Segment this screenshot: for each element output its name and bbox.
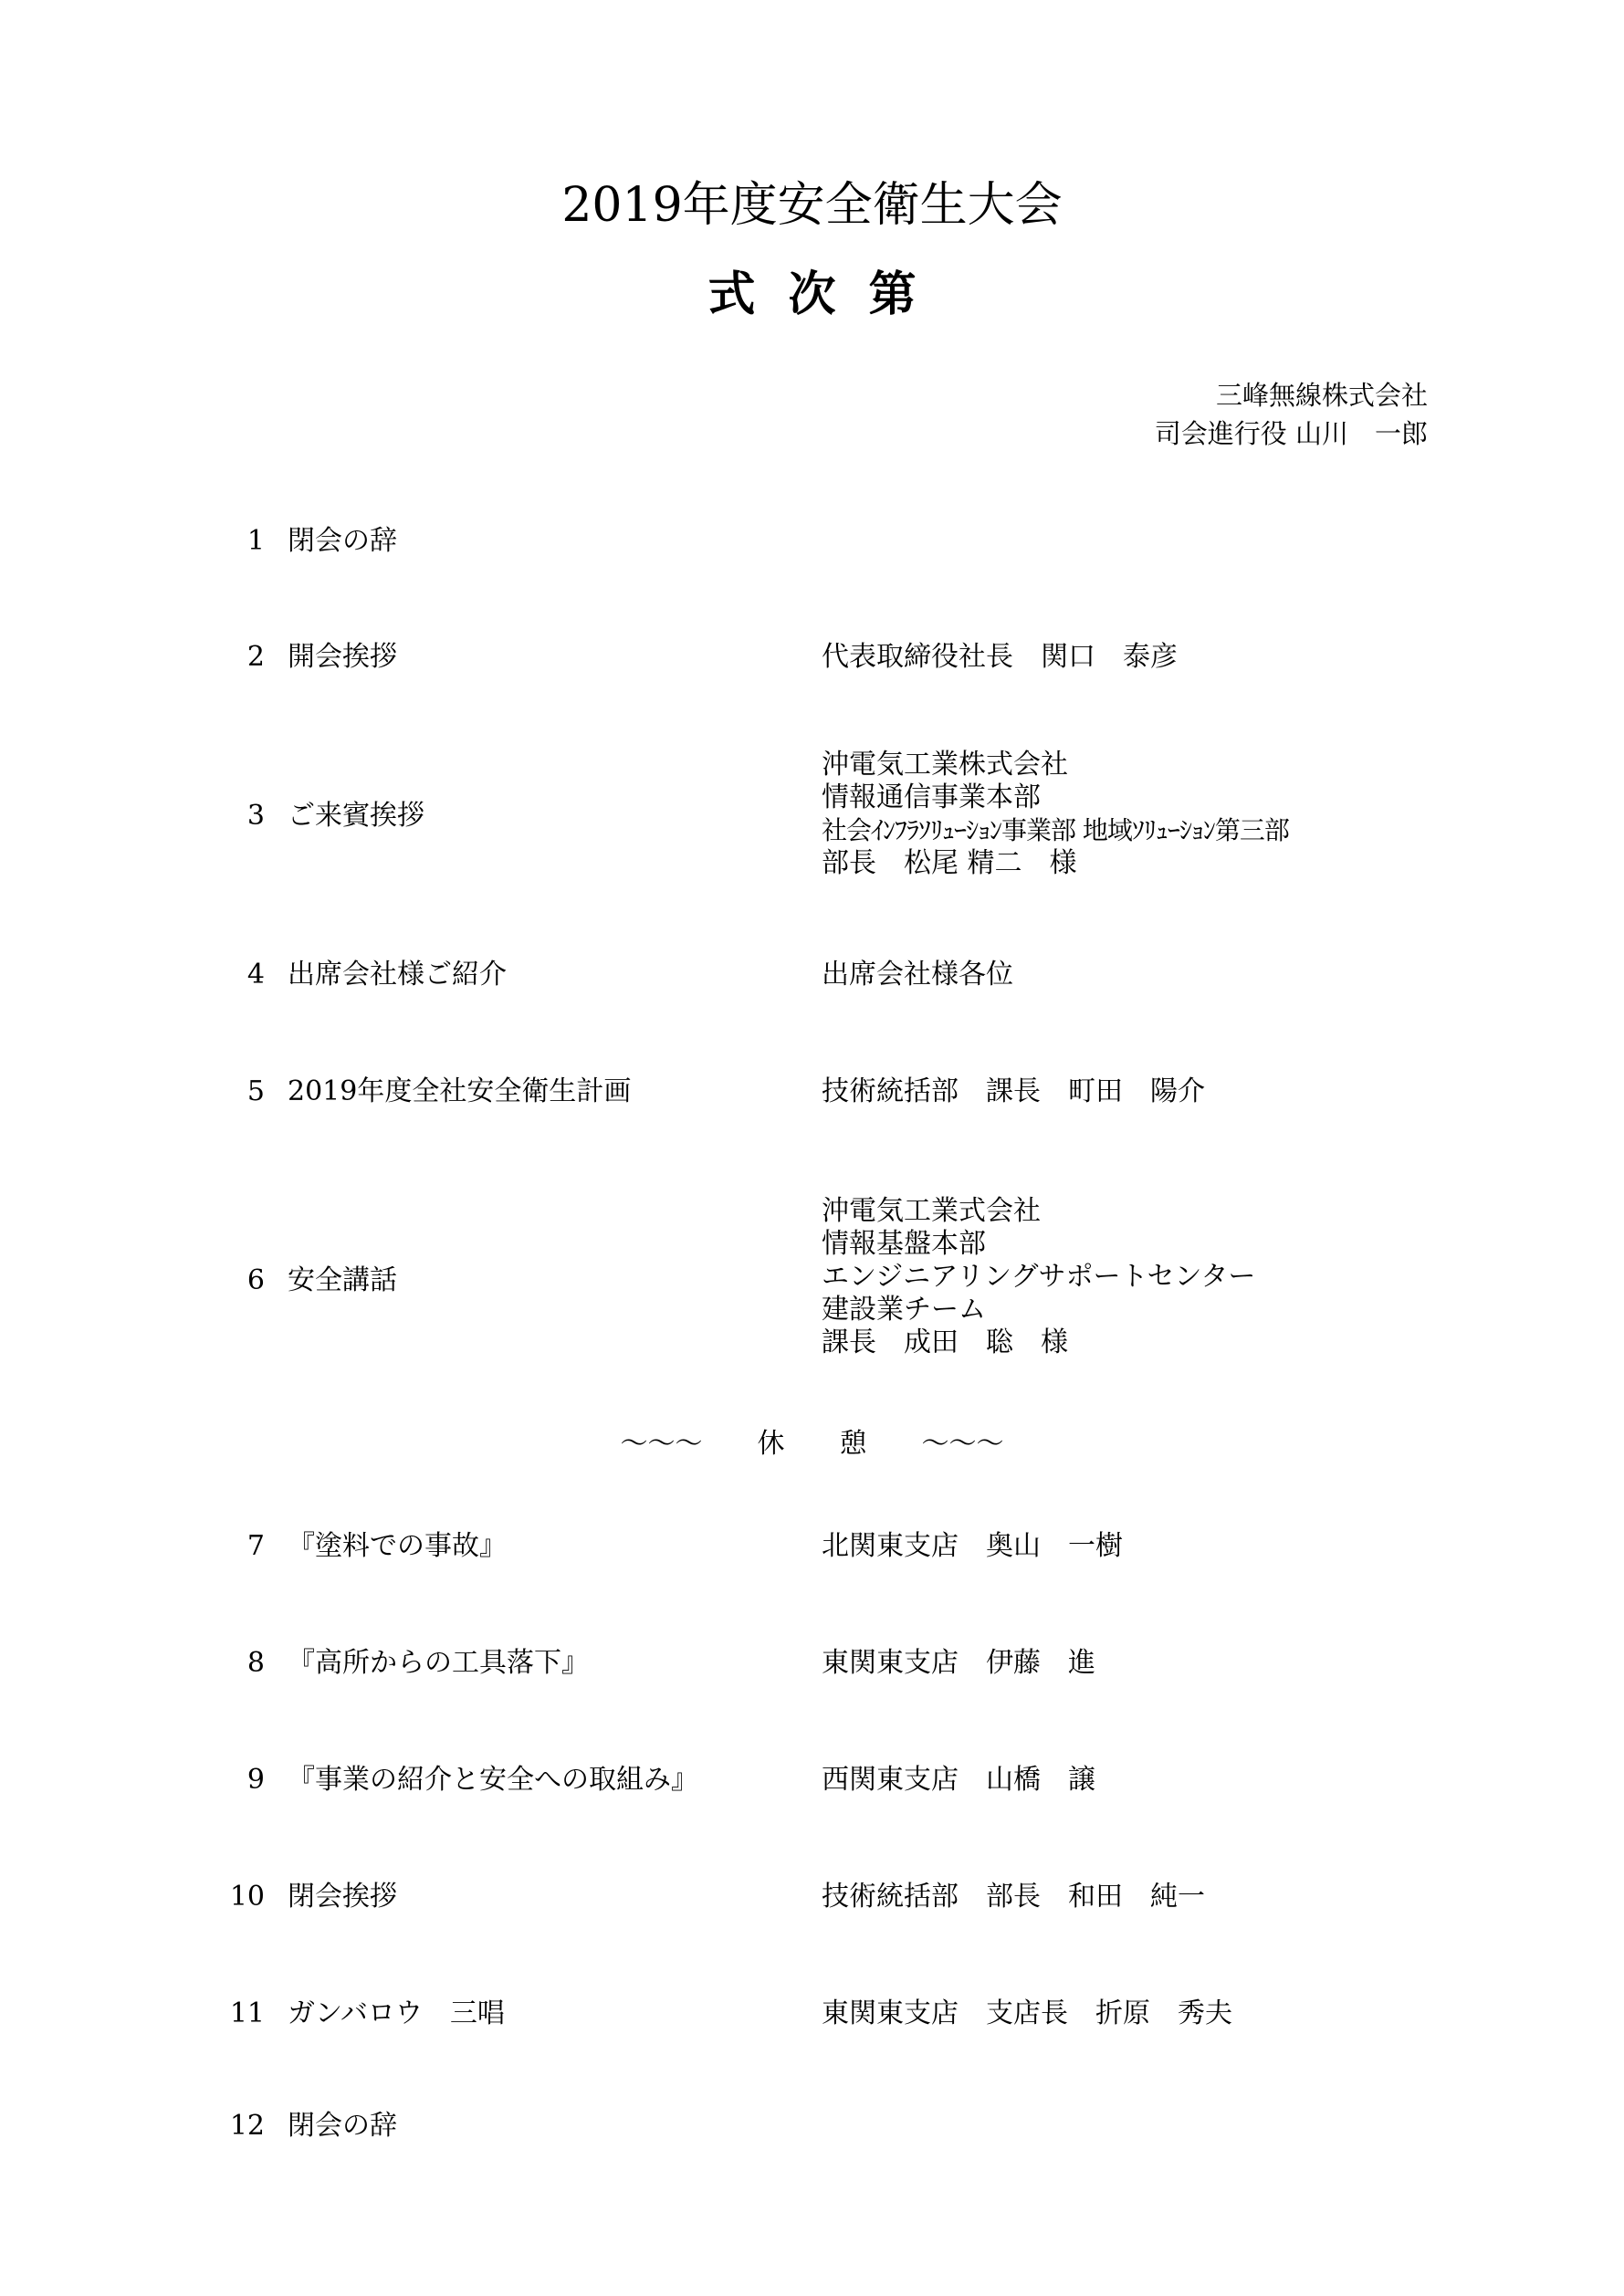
agenda-item-number: 1 bbox=[246, 525, 265, 557]
speaker-line: 東関東支店 支店長 折原 秀夫 bbox=[822, 1997, 1232, 2029]
speaker-line: 情報通信事業本部 bbox=[822, 781, 1041, 813]
agenda-item-label: 2019年度全社安全衛生計画 bbox=[288, 1075, 632, 1107]
speaker-line: 建設業チーム bbox=[822, 1294, 986, 1326]
speaker-line: 北関東支店 奥山 一樹 bbox=[822, 1530, 1123, 1562]
organizer-company: 三峰無線株式会社 bbox=[1215, 380, 1428, 411]
agenda-item-number: 10 bbox=[229, 1881, 265, 1913]
speaker-line: 部長 松尾 精二 様 bbox=[822, 847, 1077, 879]
agenda-item-number: 5 bbox=[246, 1075, 265, 1107]
agenda-item-speaker bbox=[822, 1530, 1515, 1563]
agenda-item-number: 4 bbox=[246, 959, 265, 991]
agenda-item-number: 3 bbox=[246, 800, 265, 832]
agenda-item-label: 『塗料での事故』 bbox=[288, 1530, 507, 1562]
agenda-item-speaker bbox=[822, 749, 1515, 880]
agenda-item-number: 11 bbox=[229, 1997, 265, 2029]
agenda-item-label: 『高所からの工具落下』 bbox=[288, 1647, 589, 1679]
speaker-line: 東関東支店 伊藤 進 bbox=[822, 1647, 1095, 1679]
agenda-item-label: 閉会の辞 bbox=[288, 2110, 397, 2142]
agenda-item-label: 出席会社様ご紹介 bbox=[288, 959, 507, 991]
agenda-item-speaker bbox=[822, 1195, 1515, 1359]
speaker-line: 課長 成田 聡 様 bbox=[822, 1326, 1068, 1358]
agenda-item-number: 2 bbox=[246, 641, 265, 673]
agenda-item-speaker bbox=[822, 1997, 1515, 2030]
speaker-line: 代表取締役社長 関口 泰彦 bbox=[822, 641, 1178, 673]
speaker-line: エンジニアリングサポートセンター bbox=[822, 1261, 1256, 1293]
break-divider: ～～～ 休 憩 ～～～ bbox=[620, 1428, 1004, 1460]
agenda-item-label: 『事業の紹介と安全への取組み』 bbox=[288, 1764, 698, 1796]
speaker-line: 技術統括部 課長 町田 陽介 bbox=[822, 1075, 1205, 1107]
agenda-item-speaker bbox=[822, 959, 1515, 991]
agenda-item-label: 安全講話 bbox=[288, 1264, 397, 1296]
agenda-item-label: 閉会の辞 bbox=[288, 525, 397, 557]
agenda-item-number: 7 bbox=[246, 1530, 265, 1562]
agenda-item-speaker bbox=[822, 1881, 1515, 1913]
agenda-item-number: 6 bbox=[246, 1264, 265, 1296]
speaker-line: 社会ｲﾝﾌﾗｿﾘｭｰｼｮﾝ事業部 地域ｿﾘｭｰｼｮﾝ第三部 bbox=[822, 815, 1289, 845]
speaker-line: 出席会社様各位 bbox=[822, 959, 1013, 991]
organizer-moderator: 司会進行役 山川 一郎 bbox=[1154, 418, 1428, 449]
agenda-item-label: ご来賓挨拶 bbox=[288, 800, 424, 832]
document-title: 2019年度安全衛生大会 bbox=[561, 178, 1063, 233]
speaker-line: 沖電気工業株式会社 bbox=[822, 749, 1068, 781]
speaker-line: 沖電気工業式会社 bbox=[822, 1195, 1041, 1227]
speaker-line: 技術統括部 部長 和田 純一 bbox=[822, 1881, 1205, 1913]
agenda-item-speaker bbox=[822, 1764, 1515, 1797]
agenda-item-speaker bbox=[822, 1075, 1515, 1108]
agenda-item-label: 開会挨拶 bbox=[288, 641, 397, 673]
agenda-item-number: 8 bbox=[246, 1647, 265, 1679]
agenda-item-speaker bbox=[822, 1647, 1515, 1680]
agenda-item-label: 閉会挨拶 bbox=[288, 1881, 397, 1913]
agenda-item-label: ガンバロウ 三唱 bbox=[288, 1997, 505, 2029]
document-subtitle: 式次第 bbox=[707, 267, 949, 322]
agenda-item-speaker bbox=[822, 641, 1515, 674]
agenda-item-number: 12 bbox=[229, 2110, 265, 2142]
agenda-item-number: 9 bbox=[246, 1764, 265, 1796]
speaker-line: 情報基盤本部 bbox=[822, 1228, 986, 1260]
speaker-line: 西関東支店 山橋 譲 bbox=[822, 1764, 1095, 1796]
